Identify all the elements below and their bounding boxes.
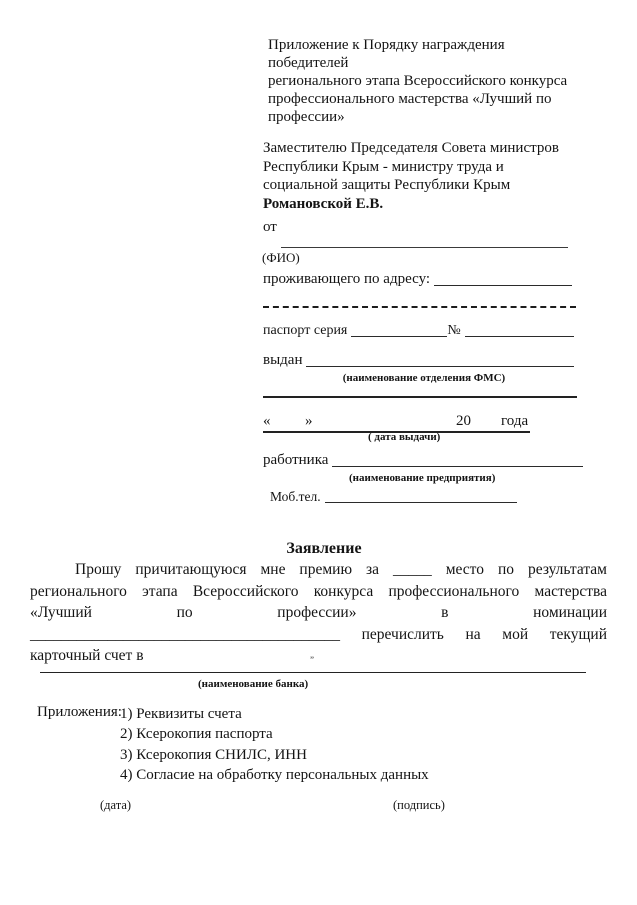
attachment-item: 2) Ксерокопия паспорта (120, 726, 273, 743)
statement-line: карточный счет в (30, 647, 144, 664)
enterprise-caption: (наименование предприятия) (349, 472, 496, 484)
addressee-line: Республики Крым - министру труда и (263, 158, 504, 175)
attachment-item: 1) Реквизиты счета (120, 706, 242, 722)
statement-title: Заявление (286, 540, 362, 557)
year-word: года (501, 413, 529, 429)
statement-line: Прошу причитающуюся мне премию за _____ место по результатам (75, 561, 607, 578)
date-caption: (дата) (100, 798, 132, 812)
fio-blank-line (281, 230, 568, 248)
phone-label: Моб.тел. (270, 489, 321, 504)
issue-date-row (263, 410, 530, 433)
fms-caption: (наименование отделения ФМС) (342, 372, 506, 384)
worker-label: работника (263, 452, 329, 468)
annex-note (268, 36, 574, 126)
passport-series-blank (351, 322, 447, 337)
statement-line: «Лучший по профессии» в номинации (30, 604, 607, 621)
from-label: от (263, 219, 277, 235)
annex-note-line: профессии» (268, 109, 345, 125)
quote-open: « (263, 413, 271, 429)
address-blank-line (434, 271, 572, 286)
attachments-label: Приложения: (37, 704, 122, 720)
passport-row (263, 322, 574, 339)
attachments-list (120, 704, 429, 785)
address-label: проживающего по адресу: (263, 271, 431, 287)
issue-date-caption: ( дата выдачи) (368, 431, 441, 443)
year-prefix: 20 (456, 413, 471, 429)
statement-line: регионального этапа Всероссийского конкурса профессионального мастерства (30, 582, 607, 600)
statement-paragraph (30, 559, 607, 667)
bank-caption: (наименование банка) (198, 678, 309, 690)
issued-row (263, 352, 574, 369)
annex-note-line: регионального этапа Всероссийского конкурса (268, 73, 568, 89)
addressee-line: социальной защиты Республики Крым (263, 177, 511, 193)
fms-continuation-line (263, 382, 577, 398)
worker-blank-line (332, 452, 583, 467)
address-row (263, 271, 572, 288)
passport-number-sign: № (447, 323, 461, 338)
attachment-item: 4) Согласие на обработку персональных данных (120, 766, 429, 783)
addressee-line: Заместителю Председателя Совета министров (263, 140, 559, 156)
issued-blank-line (306, 352, 574, 367)
passport-number-blank (465, 322, 574, 337)
signature-caption: (подпись) (393, 798, 445, 812)
quote-close: » (305, 413, 313, 429)
issued-label: выдан (263, 352, 303, 368)
scan-artifact-mark: ” (310, 655, 314, 665)
attachment-item: 3) Ксерокопия СНИЛС, ИНН (120, 746, 307, 763)
passport-series-label: паспорт серия (263, 323, 348, 338)
annex-note-line: Приложение к Порядку награждения победителей (268, 37, 505, 71)
addressee-block (263, 139, 575, 213)
address-continuation-line (263, 292, 576, 308)
bank-blank-line (40, 658, 586, 673)
statement-line: ________________________________________ перечислить на мой текущий (30, 625, 607, 643)
fio-caption: (ФИО) (262, 250, 300, 265)
addressee-name: Романовской Е.В. (263, 195, 384, 212)
worker-row (263, 452, 583, 469)
phone-row (270, 488, 517, 505)
annex-note-line: профессионального мастерства «Лучший по (268, 91, 552, 107)
phone-blank-line (325, 488, 517, 503)
